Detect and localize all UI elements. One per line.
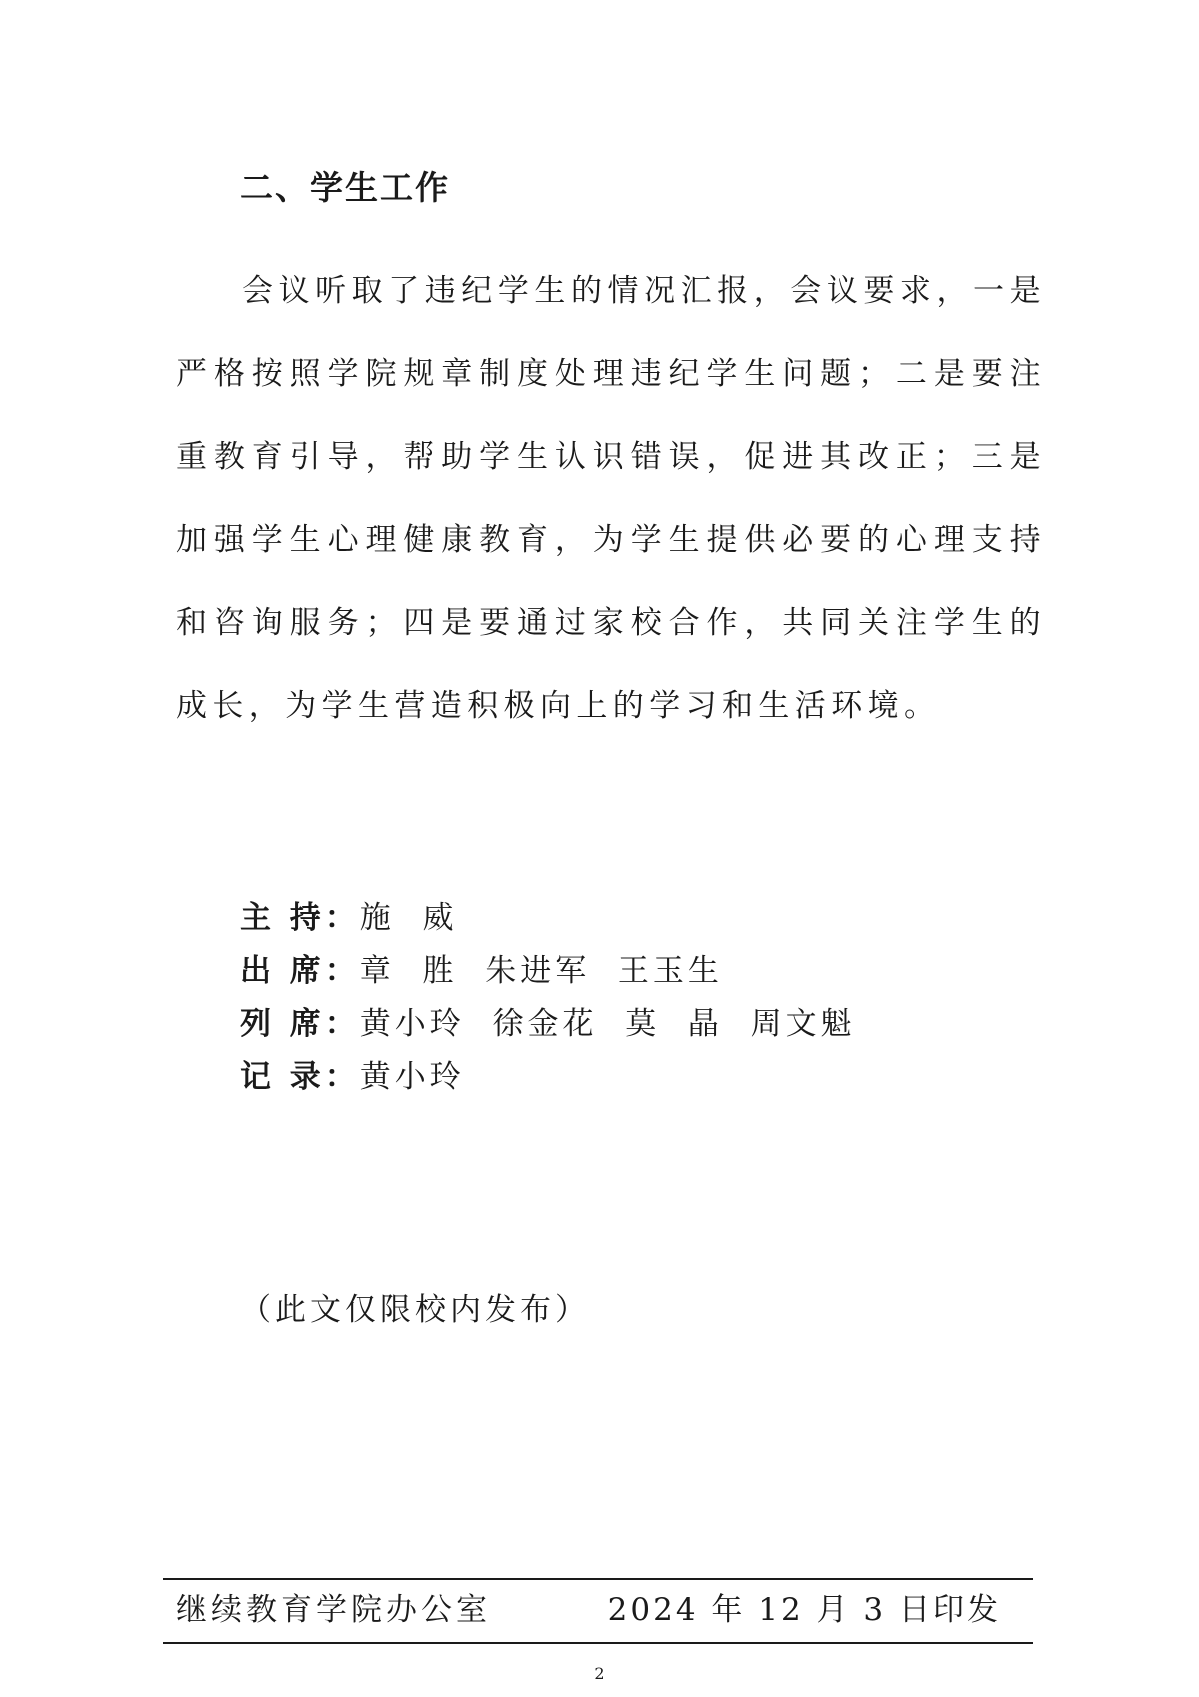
attendance-row-observers (240, 998, 856, 1051)
observers-label: 列 席： (240, 1006, 360, 1042)
observers-names: 黄小玲 徐金花 莫 晶 周文魁 (359, 1006, 856, 1042)
attendance-row-recorder (240, 1051, 856, 1104)
present-names: 章 胜 朱进军 王玉生 (359, 953, 723, 989)
host-names: 施 威 (359, 900, 458, 936)
recorder-names: 黄小玲 (359, 1059, 465, 1095)
section-heading: 二、学生工作 (240, 168, 450, 207)
page-number: 2 (594, 1664, 605, 1683)
section-body-paragraph: 会议听取了违纪学生的情况汇报，会议要求，一是严格按照学院规章制度处理违纪学生问题；二是要注重教育引导，帮助学生认识错误，促进其改正；三是加强学生心理健康教育，为学生提供必要的心理支持和咨询服务；四是要通过家校合作，共同关注学生的成长，为学生营造积极向上的学习和生活环境。 (176, 273, 1046, 724)
attendance-row-present (240, 945, 856, 998)
attendance-row-host (240, 892, 856, 945)
recorder-label: 记 录： (240, 1059, 360, 1095)
host-label: 主 持： (240, 900, 360, 936)
distribution-notice: （此文仅限校内发布） (240, 1292, 590, 1328)
footer-top-rule (163, 1578, 1033, 1580)
footer-issue-date: 2024 年 12 月 3 日印发 (607, 1592, 1001, 1628)
attendance-list (240, 892, 856, 1104)
footer-issuing-office: 继续教育学院办公室 (176, 1592, 491, 1628)
present-label: 出 席： (240, 953, 360, 989)
footer-bottom-rule (163, 1642, 1033, 1644)
